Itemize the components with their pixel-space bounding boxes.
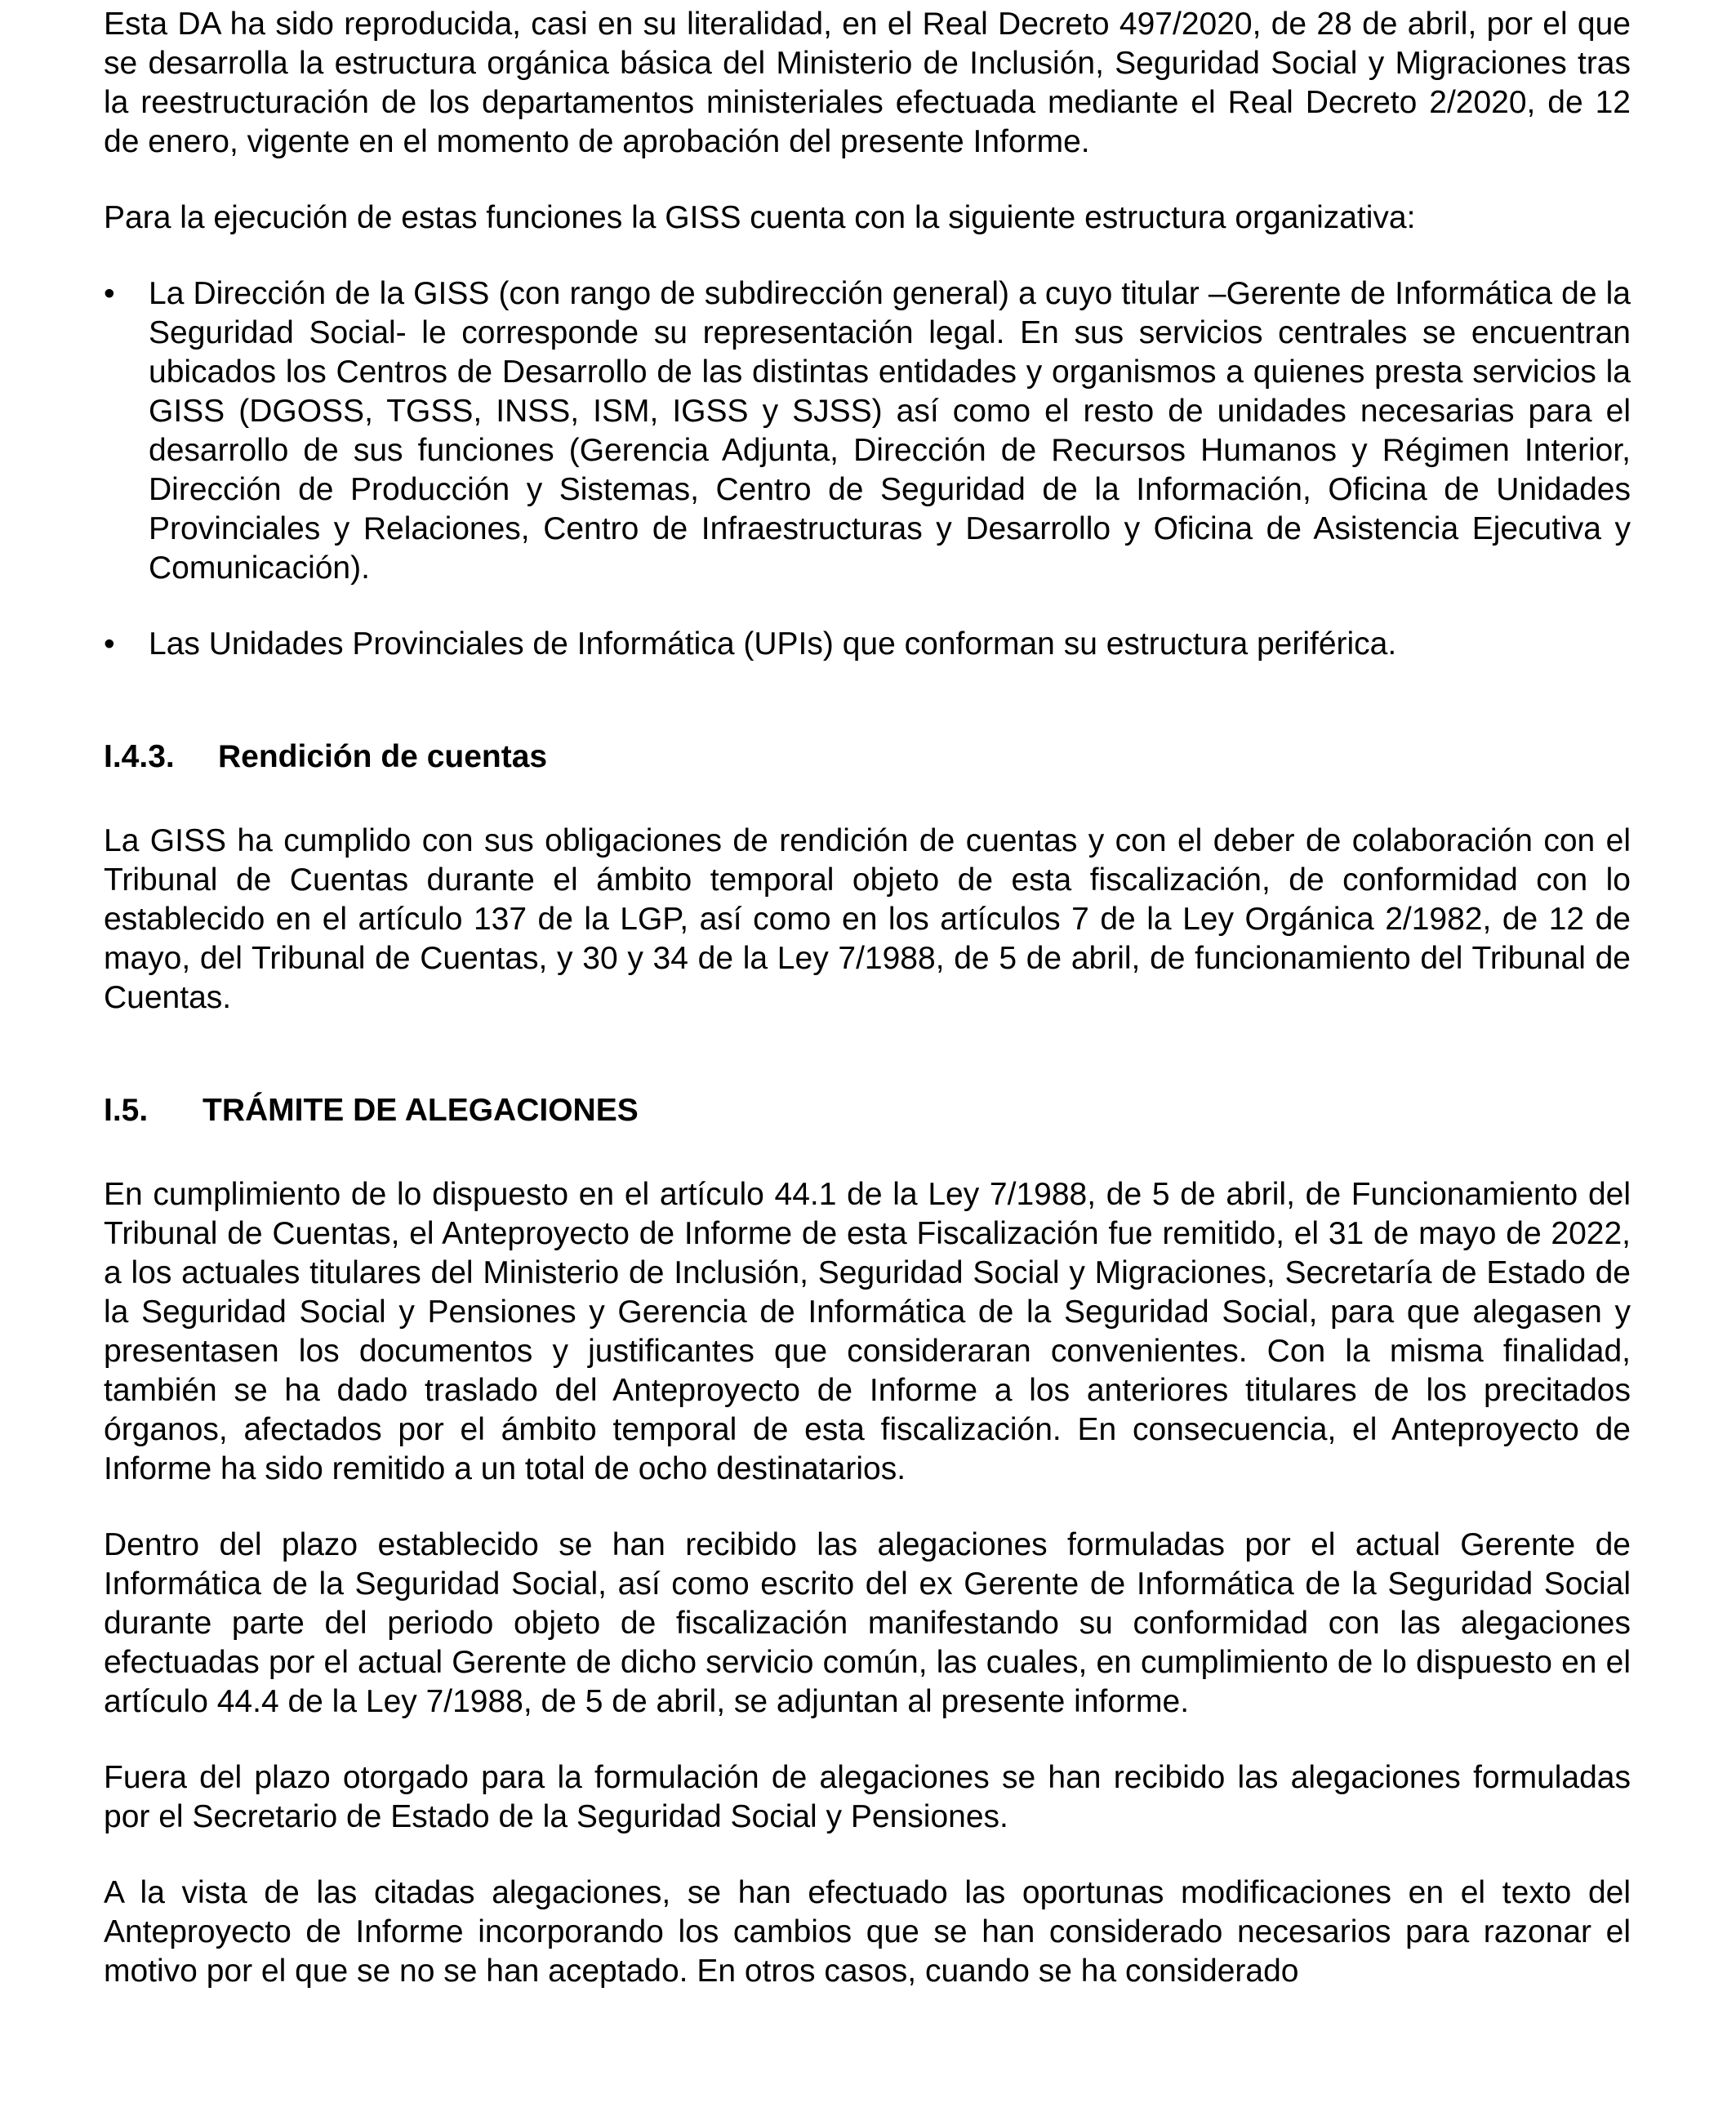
heading-tramite-de-alegaciones bbox=[104, 1091, 1631, 1130]
paragraph-alegaciones-remision: En cumplimiento de lo dispuesto en el artículo 44.1 de la Ley 7/1988, de 5 de abril, de Funcionamiento del Tribunal de Cuentas, el Anteproyecto de Informe de esta Fiscalización fue remitido, el 31 de mayo de 2022, a los actuales titulares del Ministerio de Inclusión, Seguridad Social y Migraciones, Secretaría de Estado de la Seguridad Social y Pensiones y Gerencia de Informática de la Seguridad Social, para que alegasen y presentasen los documentos y justificantes que consideraran convenientes. Con la misma finalidad, también se ha dado traslado del Anteproyecto de Informe a los anteriores titulares de los precitados órganos, afectados por el ámbito temporal de esta fiscalización. En consecuencia, el Anteproyecto de Informe ha sido remitido a un total de ocho destinatarios. bbox=[104, 1177, 1631, 1486]
bullet-item-upis bbox=[104, 625, 1631, 664]
paragraph-rendicion-cuentas: La GISS ha cumplido con sus obligaciones de rendición de cuentas y con el deber de colaboración con el Tribunal de Cuentas durante el ámbito temporal objeto de esta fiscalización, de conformidad con lo establecido en el artículo 137 de la LGP, así como en los artículos 7 de la Ley Orgánica 2/1982, de 12 de mayo, del Tribunal de Cuentas, y 30 y 34 de la Ley 7/1988, de 5 de abril, de funcionamiento del Tribunal de Cuentas. bbox=[104, 823, 1631, 1015]
bullet-text: Las Unidades Provinciales de Informática (UPIs) que conforman su estructura periférica. bbox=[149, 626, 1397, 662]
bullet-icon: • bbox=[104, 276, 115, 311]
heading-number: I.5. bbox=[104, 1093, 149, 1128]
paragraph-alegaciones-modificaciones: A la vista de las citadas alegaciones, se han efectuado las oportunas modificaciones en el texto del Anteproyecto de Informe incorporando los cambios que se han considerado necesarios para razonar el motivo por el que se no se han aceptado. En otros casos, cuando se ha considerado bbox=[104, 1875, 1631, 1989]
heading-number: I.4.3. bbox=[104, 739, 175, 774]
paragraph-alegaciones-dentro-plazo: Dentro del plazo establecido se han recibido las alegaciones formuladas por el actual Gerente de Informática de la Seguridad Social, así como escrito del ex Gerente de Informática de la Seguridad Social durante parte del periodo objeto de fiscalización manifestando su conformidad con las alegaciones efectuadas por el actual Gerente de dicho servicio común, las cuales, en cumplimiento de lo dispuesto en el artículo 44.4 de la Ley 7/1988, de 5 de abril, se adjuntan al presente informe. bbox=[104, 1527, 1631, 1719]
bullet-item-direccion bbox=[104, 274, 1631, 588]
heading-title: TRÁMITE DE ALEGACIONES bbox=[203, 1093, 639, 1128]
bullet-icon: • bbox=[104, 626, 115, 662]
paragraph-real-decreto: Esta DA ha sido reproducida, casi en su literalidad, en el Real Decreto 497/2020, de 28 de abril, por el que se desarrolla la estructura orgánica básica del Ministerio de Inclusión, Seguridad Social y Migraciones tras la reestructuración de los departamentos ministeriales efectuada mediante el Real Decreto 2/2020, de 12 de enero, vigente en el momento de aprobación del presente Informe. bbox=[104, 7, 1631, 159]
estructura-bullet-list bbox=[104, 274, 1631, 664]
heading-rendicion-de-cuentas bbox=[104, 737, 1631, 777]
paragraph-estructura-organizativa: Para la ejecución de estas funciones la GISS cuenta con la siguiente estructura organizativa: bbox=[104, 200, 1416, 235]
bullet-text: La Dirección de la GISS (con rango de subdirección general) a cuyo titular –Gerente de Informática de la Seguridad Social- le corresponde su representación legal. En sus servicios centrales se encuentran ubicados los Centros de Desarrollo de las distintas entidades y organismos a quienes presta servicios la GISS (DGOSS, TGSS, INSS, ISM, IGSS y SJSS) así como el resto de unidades necesarias para el desarrollo de sus funciones (Gerencia Adjunta, Dirección de Recursos Humanos y Régimen Interior, Dirección de Producción y Sistemas, Centro de Seguridad de la Información, Oficina de Unidades Provinciales y Relaciones, Centro de Infraestructuras y Desarrollo y Oficina de Asistencia Ejecutiva y Comunicación). bbox=[149, 276, 1631, 586]
paragraph-alegaciones-fuera-plazo: Fuera del plazo otorgado para la formulación de alegaciones se han recibido las alegaciones formuladas por el Secretario de Estado de la Seguridad Social y Pensiones. bbox=[104, 1760, 1631, 1834]
heading-title: Rendición de cuentas bbox=[218, 739, 548, 774]
